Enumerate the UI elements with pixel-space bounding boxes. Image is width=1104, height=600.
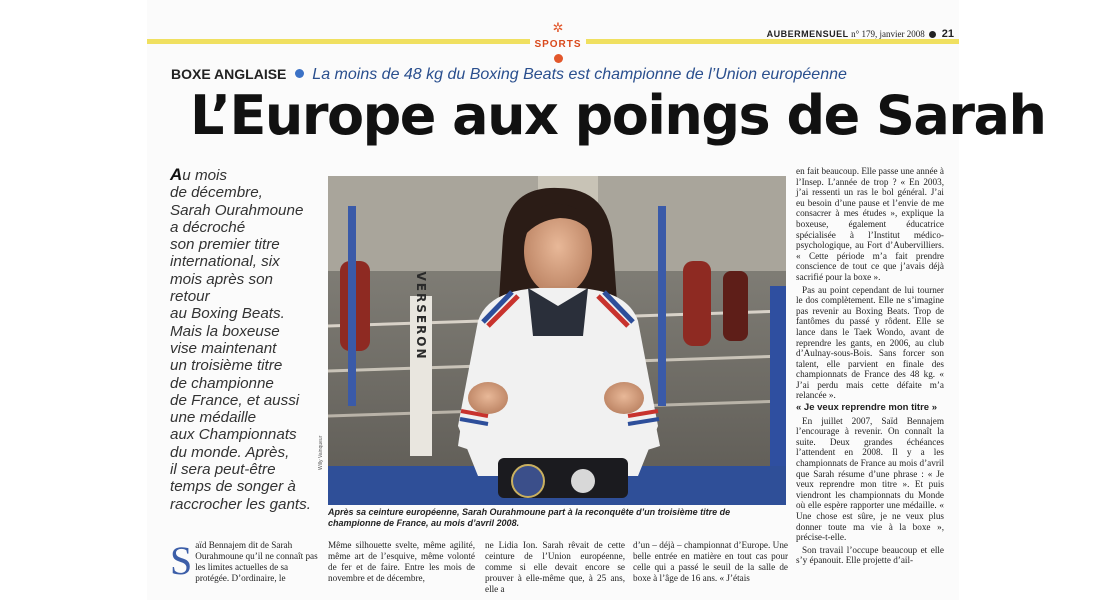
bottom-column-3: [485, 540, 625, 600]
bottom-column-2: [328, 540, 475, 600]
page-number: 21: [941, 28, 954, 40]
lead-line: aux Championnats: [170, 426, 297, 444]
lead-line: Sarah Ourahmoune: [170, 201, 304, 219]
photo-credit: Willy Vainqueur: [318, 435, 324, 470]
lead-line: mois après son: [170, 270, 273, 288]
publication-name: AUBERMENSUEL: [766, 29, 849, 39]
kicker-tag: BOXE ANGLAISE: [171, 66, 287, 82]
lead-line: a décroché: [170, 218, 246, 236]
kicker-dot-icon: [295, 69, 304, 78]
paragraph: En juillet 2007, Saïd Bennajem l’encourage à revenir. On connaît la suite. Deux grandes échéances l’attendent en 2008. Il y a les championnats de France au mois d’avril que Sarah résume d’une phrase : « Je veux reprendre mon titre ». Et puis viendront les championnats du Monde où elle espère rapporter une médaille. « Une chose est sûre, je ne veux plus donner toute ma vie à la boxe », précise-t-elle.: [796, 415, 944, 543]
lead-line: de décembre,: [170, 184, 263, 202]
lead-line: de France, et aussi: [170, 391, 300, 409]
body-dropcap: S: [170, 540, 193, 583]
lead-line: son premier titre: [170, 236, 280, 254]
lead-line: vise maintenant: [170, 339, 277, 357]
lead-line: du monde. Après,: [170, 443, 290, 461]
sun-icon: ✲: [552, 20, 564, 35]
paragraph: Pas au point cependant de lui tourner le dos complètement. Elle ne s’imagine pas revenir au Boxing Beats. Trop de fantômes du passé y rôdent. Elle se lance dans le Taek Wondo, avant de reprendre les gants, en 2006, au club d’Aulnay-sous-Bois. Sans forcer son talent, elle parvient en finale des championnats de France des 48 kg. « J’ai perdu mais cette défaite m’a relancée ».: [796, 284, 944, 401]
lead-line: temps de songer à: [170, 478, 296, 496]
lead-line: Mais la boxeuse: [170, 322, 280, 340]
paragraph: aïd Bennajem dit de Sarah Ourahmoune qu’il ne connaît pas les limites actuelles de sa protégée. D’ordinaire, le: [195, 540, 318, 583]
lead-line: une médaille: [170, 409, 257, 427]
paragraph: Son travail l’occupe beaucoup et elle s’y épanouit. Elle projette d’ail-: [796, 544, 944, 566]
lead-line: un troisième titre: [170, 357, 283, 375]
bottom-column-1: [170, 540, 320, 600]
paragraph: en fait beaucoup. Elle passe une année à l’Insep. L’année de trop ? « En 2003, j’ai ressenti un ras le bol général. J’ai eu besoin d’une pause et l’envie de me consacrer à mes études », explique la boxeuse, également éducatrice spécialisée à l’Institut médico-psychologique, au Fort d’Aubervilliers. « Cette période m’a fait prendre conscience de tout ce que j’avais déjà sacrifié pour la boxe ».: [796, 166, 944, 282]
photo-caption: Après sa ceinture européenne, Sarah Ourahmoune part à la reconquête d’un troisième titre de championne de France, au mois d’avril 2008.: [328, 507, 731, 528]
lead-line: Au mois: [170, 165, 228, 184]
article-photo: [328, 176, 786, 505]
article-deck: La moins de 48 kg du Boxing Beats est championne de l’Union européenne: [312, 66, 847, 83]
page-masthead: [767, 28, 954, 40]
lead-line: raccrocher les gants.: [170, 495, 311, 513]
lead-line: international, six: [170, 253, 280, 271]
article-headline: L’Europe aux poings de Sarah: [190, 84, 1046, 147]
bottom-column-4: [633, 540, 788, 600]
section-dot-icon: [554, 54, 563, 63]
lead-line: il sera peut-être: [170, 461, 276, 479]
paragraph: Même silhouette svelte, même agilité, même art de l’esquive, même volonté de fer et de faire. Entre les mois de novembre et de décembre,: [328, 540, 475, 583]
bullet-icon: [929, 31, 936, 38]
lead-line: retour: [170, 288, 210, 306]
article-lead: [170, 166, 320, 513]
lead-line: au Boxing Beats.: [170, 305, 285, 323]
section-label: SPORTS: [530, 39, 585, 50]
issue-info: n° 179, janvier 2008: [851, 29, 925, 39]
subheading: « Je veux reprendre mon titre »: [796, 402, 937, 414]
paragraph: ne Lidia Ion. Sarah rêvait de cette ceinture de l’Union européenne, comme si elle devait encore se prouver à elle-même que, à 25 ans, elle a: [485, 540, 625, 594]
section-rubric: [526, 22, 590, 63]
paragraph: d’un – déjà – championnat d’Europe. Une belle entrée en matière en tout cas pour celle qui a passé le seuil de la salle de boxe à l’âge de 16 ans. « J’étais: [633, 540, 788, 583]
svg-text:VERSERON: VERSERON: [414, 271, 428, 361]
lead-line: de championne: [170, 374, 274, 392]
banner-verseron: [410, 271, 432, 456]
lead-dropcap: A: [170, 165, 183, 184]
article-kicker: [171, 66, 847, 84]
right-column: [796, 166, 944, 568]
